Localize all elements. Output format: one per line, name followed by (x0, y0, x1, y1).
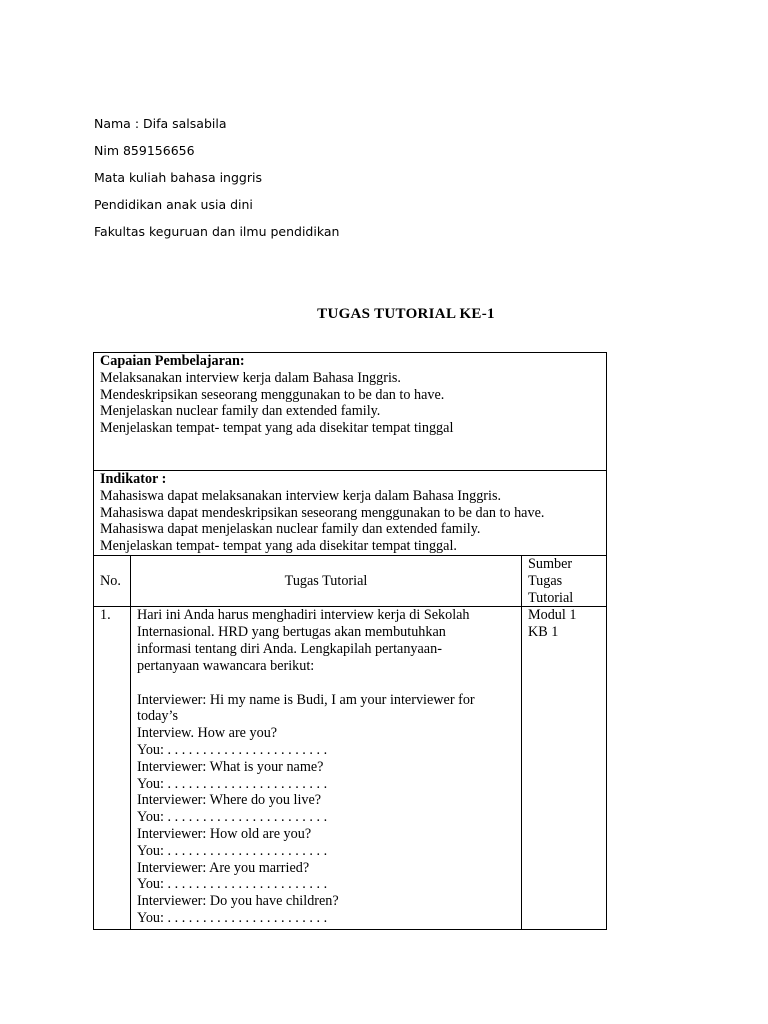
capaian-heading: Capaian Pembelajaran: (100, 353, 245, 369)
dialogue-line: Interviewer: Are you married? (137, 859, 310, 876)
dialogue-line: You: . . . . . . . . . . . . . . . . . . . . . . . (137, 909, 328, 926)
dialogue-line: You: . . . . . . . . . . . . . . . . . . . . . . . (137, 775, 328, 792)
dialogue-line: You: . . . . . . . . . . . . . . . . . . . . . . . (137, 741, 328, 758)
sumber-header-line: Tugas (528, 572, 563, 589)
sumber-header-line: Tutorial (528, 589, 574, 606)
faculty: Fakultas keguruan dan ilmu pendidikan (94, 224, 340, 239)
row-number: 1. (94, 607, 131, 930)
indikator-heading: Indikator : (100, 471, 167, 487)
source-line: KB 1 (528, 624, 559, 641)
dialogue-line: today’s (137, 708, 178, 725)
table-header-row (94, 556, 607, 607)
indikator-section (94, 471, 607, 556)
dialogue-line: Interview. How are you? (137, 725, 278, 742)
student-name: Nama : Difa salsabila (94, 116, 227, 131)
dialogue-line: Interviewer: Where do you live? (137, 792, 322, 809)
capaian-row (94, 353, 607, 471)
sumber-header-line: Sumber (528, 556, 573, 572)
course-name: Mata kuliah bahasa inggris (94, 170, 262, 185)
paragraph-gap (137, 675, 515, 692)
indikator-item: Mahasiswa dapat mendeskripsikan seseorang menggunakan to be dan to have. (100, 504, 545, 521)
instruction-line: informasi tentang diri Anda. Lengkapilah pertanyaan- (137, 640, 442, 657)
table-row (94, 607, 607, 930)
study-program: Pendidikan anak usia dini (94, 197, 253, 212)
indikator-row (94, 471, 607, 556)
instruction-line: Internasional. HRD yang bertugas akan membutuhkan (137, 624, 446, 641)
task-content (131, 607, 522, 930)
dialogue-line: You: . . . . . . . . . . . . . . . . . . . . . . . (137, 842, 328, 859)
instruction-line: pertanyaan wawancara berikut: (137, 657, 315, 674)
dialogue-line: Interviewer: Hi my name is Budi, I am your interviewer for (137, 691, 475, 708)
assignment-table (93, 352, 607, 930)
source-cell (522, 607, 607, 930)
indikator-item: Menjelaskan tempat- tempat yang ada disekitar tempat tinggal. (100, 538, 457, 555)
source-line: Modul 1 (528, 607, 577, 624)
dialogue-line: Interviewer: What is your name? (137, 758, 324, 775)
dialogue-line: Interviewer: Do you have children? (137, 893, 339, 910)
dialogue-line: You: . . . . . . . . . . . . . . . . . . . . . . . (137, 809, 328, 826)
student-info (94, 115, 339, 250)
column-header-sumber (522, 556, 607, 607)
indikator-item: Mahasiswa dapat menjelaskan nuclear family dan extended family. (100, 521, 481, 538)
capaian-item: Mendeskripsikan seseorang menggunakan to be dan to have. (100, 386, 445, 403)
indikator-item: Mahasiswa dapat melaksanakan interview kerja dalam Bahasa Inggris. (100, 487, 502, 504)
capaian-section (94, 353, 607, 471)
dialogue-line: You: . . . . . . . . . . . . . . . . . . . . . . . (137, 876, 328, 893)
capaian-item: Menjelaskan nuclear family dan extended family. (100, 403, 381, 420)
capaian-item: Melaksanakan interview kerja dalam Bahasa Inggris. (100, 369, 401, 386)
column-header-no: No. (94, 556, 131, 607)
student-nim: Nim 859156656 (94, 143, 195, 158)
document-title: TUGAS TUTORIAL KE-1 (317, 306, 495, 322)
dialogue-line: Interviewer: How old are you? (137, 825, 312, 842)
capaian-item: Menjelaskan tempat- tempat yang ada disekitar tempat tinggal (100, 420, 454, 437)
instruction-line: Hari ini Anda harus menghadiri interview kerja di Sekolah (137, 607, 470, 624)
column-header-tugas: Tugas Tutorial (131, 556, 522, 607)
